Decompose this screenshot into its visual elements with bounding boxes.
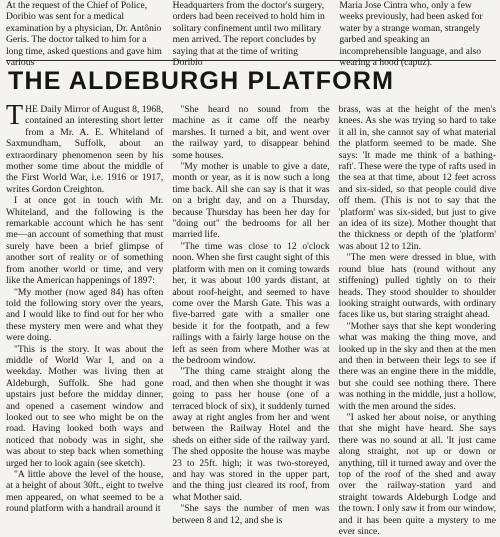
article-paragraph-text: HE Daily Mirror of August 8, 1968, contained an interesting short letter from a Mr. A. E. Whiteland of Saxmundham, Suffolk, about an extraordinary phenomenon seen by his mother some time about the middle of the First World War, i.e. 1916 or 1917, writes Gordon Creighton. xyxy=(6,104,164,195)
section-divider xyxy=(6,60,496,61)
article-paragraph: "The men were dressed in blue, with round blue hats (round without any stiffening) pulled tightly on to their heads. They stood shoulder to shoulder looking straight outwards, with ordinary faces like us, but staring straight ahead. xyxy=(338,252,496,321)
top-column-3 xyxy=(339,0,496,69)
article-column-1 xyxy=(6,100,164,515)
top-text-1: At the request of the Chief of Police, Doribio was sent for a medical examination by a physician, Dr. Antônio Geris. The doctor talked to him for a long time, asked questions and gave him various xyxy=(6,0,162,69)
article-paragraph: "A little above the level of the house, at a height of about 30ft., eight to twelve men appeared, on what seemed to be a round platform with a handrail around it xyxy=(6,469,164,515)
article-paragraph: "I asked her about noise, or anything that she might have heard. She says there was no sound at all. 'It just came along straight, not up or down or anything, till it turned away and over the top of the roof of the shed and away over the railway-station yard and straight towards Aldeburgh Lodge and the town. I only saw it from our window, and it has been quite a mystery to me ever since. xyxy=(338,411,496,537)
article-paragraph: "The thing came straight along the road, and then when she thought it was going to pass her house (one of a terraced block of six), it suddenly turned away at right angles from her and went between the Railway Hotel and the sheds on either side of the railway yard. The shed opposite the house was maybe 23 to 25ft. high; it was two-storeyed, and hay was stored in the upper part, and the thing just cleared its roof, from what Mother said. xyxy=(172,366,330,503)
previous-article-continuation xyxy=(6,0,496,69)
article-paragraph: brass, was at the height of the men's knees. As she was trying so hard to take it all in, she cannot say of what material the platform seemed to be made. She says: 'It made me think of a bathing-raft'. These were the type of rafts used in the sea at that time, about 12 feet across and six-sided, so that people could dive off them. (This is not to say that the 'platform' was six-sided, but just to give an idea of its size). Mother thought that the thickness or depth of the 'platform' was about 12 to 12in. xyxy=(338,104,496,252)
article-column-2 xyxy=(172,104,330,526)
article-paragraph: "My mother (now aged 84) has often told the following story over the years, and I would like to find out for her who these mystery men were and what they were doing. xyxy=(6,286,164,344)
article-paragraph: "The time was close to 12 o'clock noon. When she first caught sight of this platform with men on it coming towards her, it was about 100 yards distant, at about roof-height, and seemed to have come over the Marsh Gate. This was a five-barred gate with a smaller one beside it for the footpath, and a few railings with a fairly large house on the left as seen from where Mother was at the bedroom window. xyxy=(172,240,330,366)
top-column-2 xyxy=(172,0,330,69)
top-text-2: Headquarters from the doctor's surgery, orders had been received to hold him in solitary confinement until two military men arrived. The report concludes by saying that at the time of writing Doribio xyxy=(172,0,325,69)
article-paragraph: "This is the story. It was about the middle of World War I, and on a weekday. Mother was living then at Aldeburgh, Suffolk. She had gone upstairs just before the midday dinner, and opened a casement window and looked out to see who might be on the road. Having looked both ways and noticed that nobody was in sight, she was about to step back when something urged her to look again (see sketch). xyxy=(6,343,164,469)
top-column-1 xyxy=(6,0,163,69)
drop-cap: T xyxy=(6,100,24,131)
article-column-3 xyxy=(338,104,496,537)
article-body xyxy=(6,100,496,537)
article-paragraph: "She heard no sound from the machine as it came off the nearby marshes. It turned a bit, and went over the railway yard, to disappear behind some houses. xyxy=(172,104,330,161)
article-title: THE ALDEBURGH PLATFORM xyxy=(8,67,395,95)
article-paragraph: I at once got in touch with Mr. Whiteland, and the following is the remarkable account which he has sent me—an account of something that must surely have been a brief glimpse of another sort of reality or of something from another world or time, and very like the American happenings of 1897: xyxy=(6,195,164,287)
article-paragraph: "Mother says that she kept wondering what was making the thing move, and looked up in the sky and then at the men and then in between their legs to see if there was an engine there in the middle, but she could see nothing there. There was nothing in the middle, just a hollow, with the men around the sides. xyxy=(338,320,496,412)
top-text-3: Maria Jose Cintra who, only a few weeks previously, had been asked for water by a strange woman, strangely garbed and speaking an incomprehensible language, and also wearing a hood (capuz). xyxy=(339,0,483,69)
article-paragraph xyxy=(6,100,164,195)
article-paragraph: "She says the number of men was between 8 and 12, and she is xyxy=(172,503,330,526)
article-paragraph: "My mother is unable to give a date, month or year, as it is now such a long time back. All she can say is that it was on a bright day, and on a Thursday, because Thursday has been her day for "doing out" the bedrooms for all her married life. xyxy=(172,161,330,241)
